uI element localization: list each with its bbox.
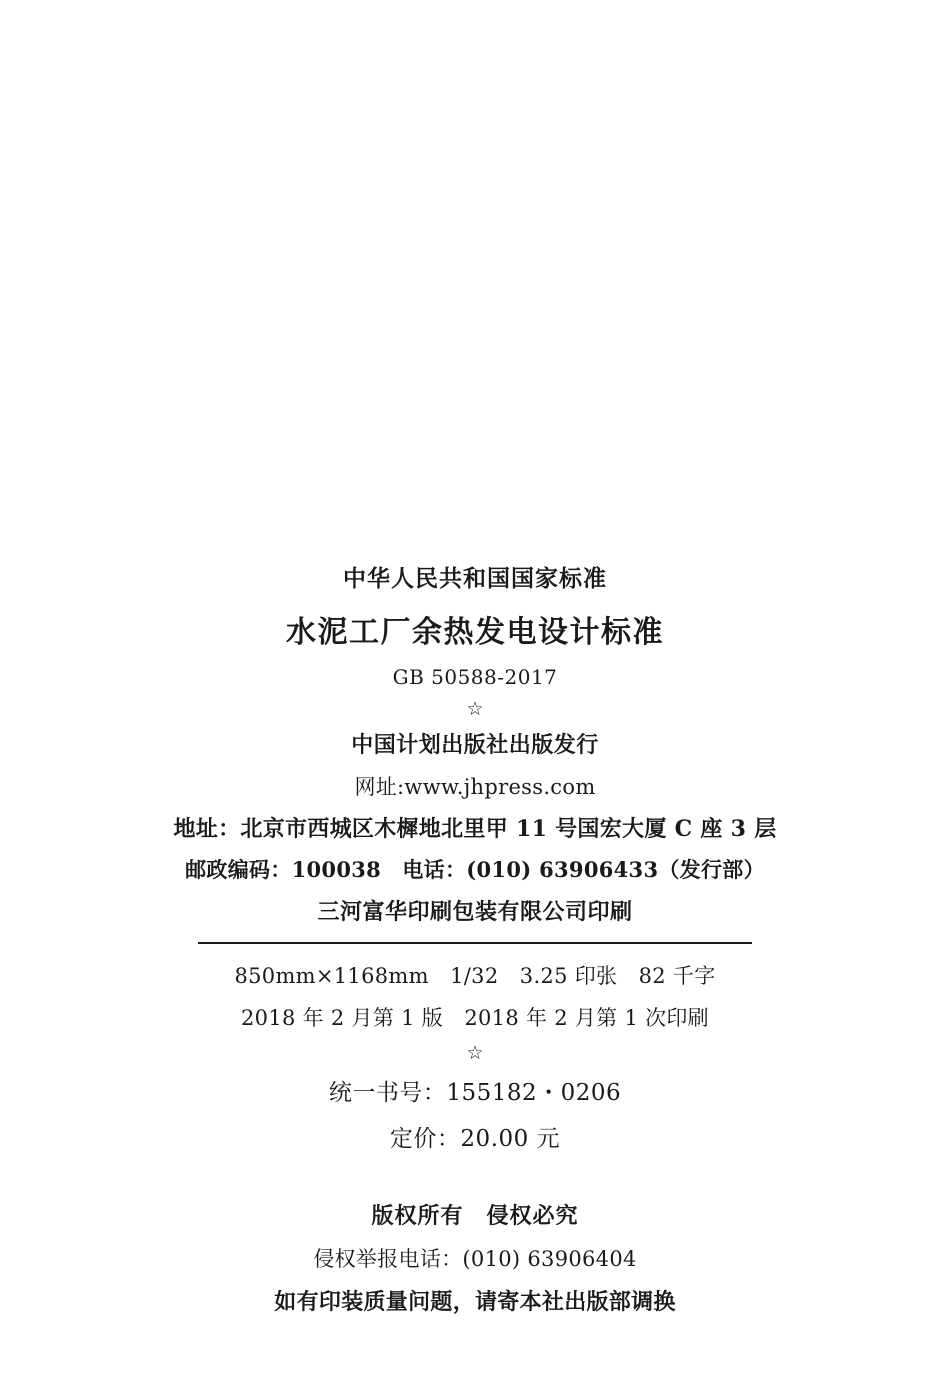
printer-name: 三河富华印刷包装有限公司印刷: [317, 898, 633, 925]
colophon-block: [0, 560, 950, 1316]
quality-exchange-notice: 如有印装质量问题，请寄本社出版部调换: [274, 1288, 676, 1315]
standard-code: GB 50588-2017: [392, 665, 558, 689]
copyright-notice: 版权所有 侵权必究: [371, 1202, 579, 1229]
publisher-name: 中国计划出版社出版发行: [351, 731, 599, 758]
price-value: 定价：20.00 元: [389, 1125, 561, 1152]
star-ornament-bottom-icon: ☆: [466, 1041, 484, 1064]
standard-label: 中华人民共和国国家标准: [343, 565, 607, 592]
edition-info: 2018 年 2 月第 1 版 2018 年 2 月第 1 次印刷: [241, 1005, 709, 1030]
horizontal-divider: [198, 942, 752, 944]
publisher-address: 地址：北京市西城区木樨地北里甲 11 号国宏大厦 C 座 3 层: [173, 815, 777, 842]
infringement-report-phone: 侵权举报电话：(010) 63906404: [313, 1246, 637, 1271]
unified-book-number: 统一书号：155182・0206: [328, 1079, 622, 1106]
print-spec: 850mm×1168mm 1/32 3.25 印张 82 千字: [234, 963, 716, 988]
page-title: 水泥工厂余热发电设计标准: [286, 615, 664, 650]
publisher-website: 网址:www.jhpress.com: [354, 774, 596, 799]
postal-and-phone: 邮政编码：100038 电话：(010) 63906433（发行部）: [185, 856, 765, 882]
star-ornament-icon: ☆: [466, 698, 484, 720]
